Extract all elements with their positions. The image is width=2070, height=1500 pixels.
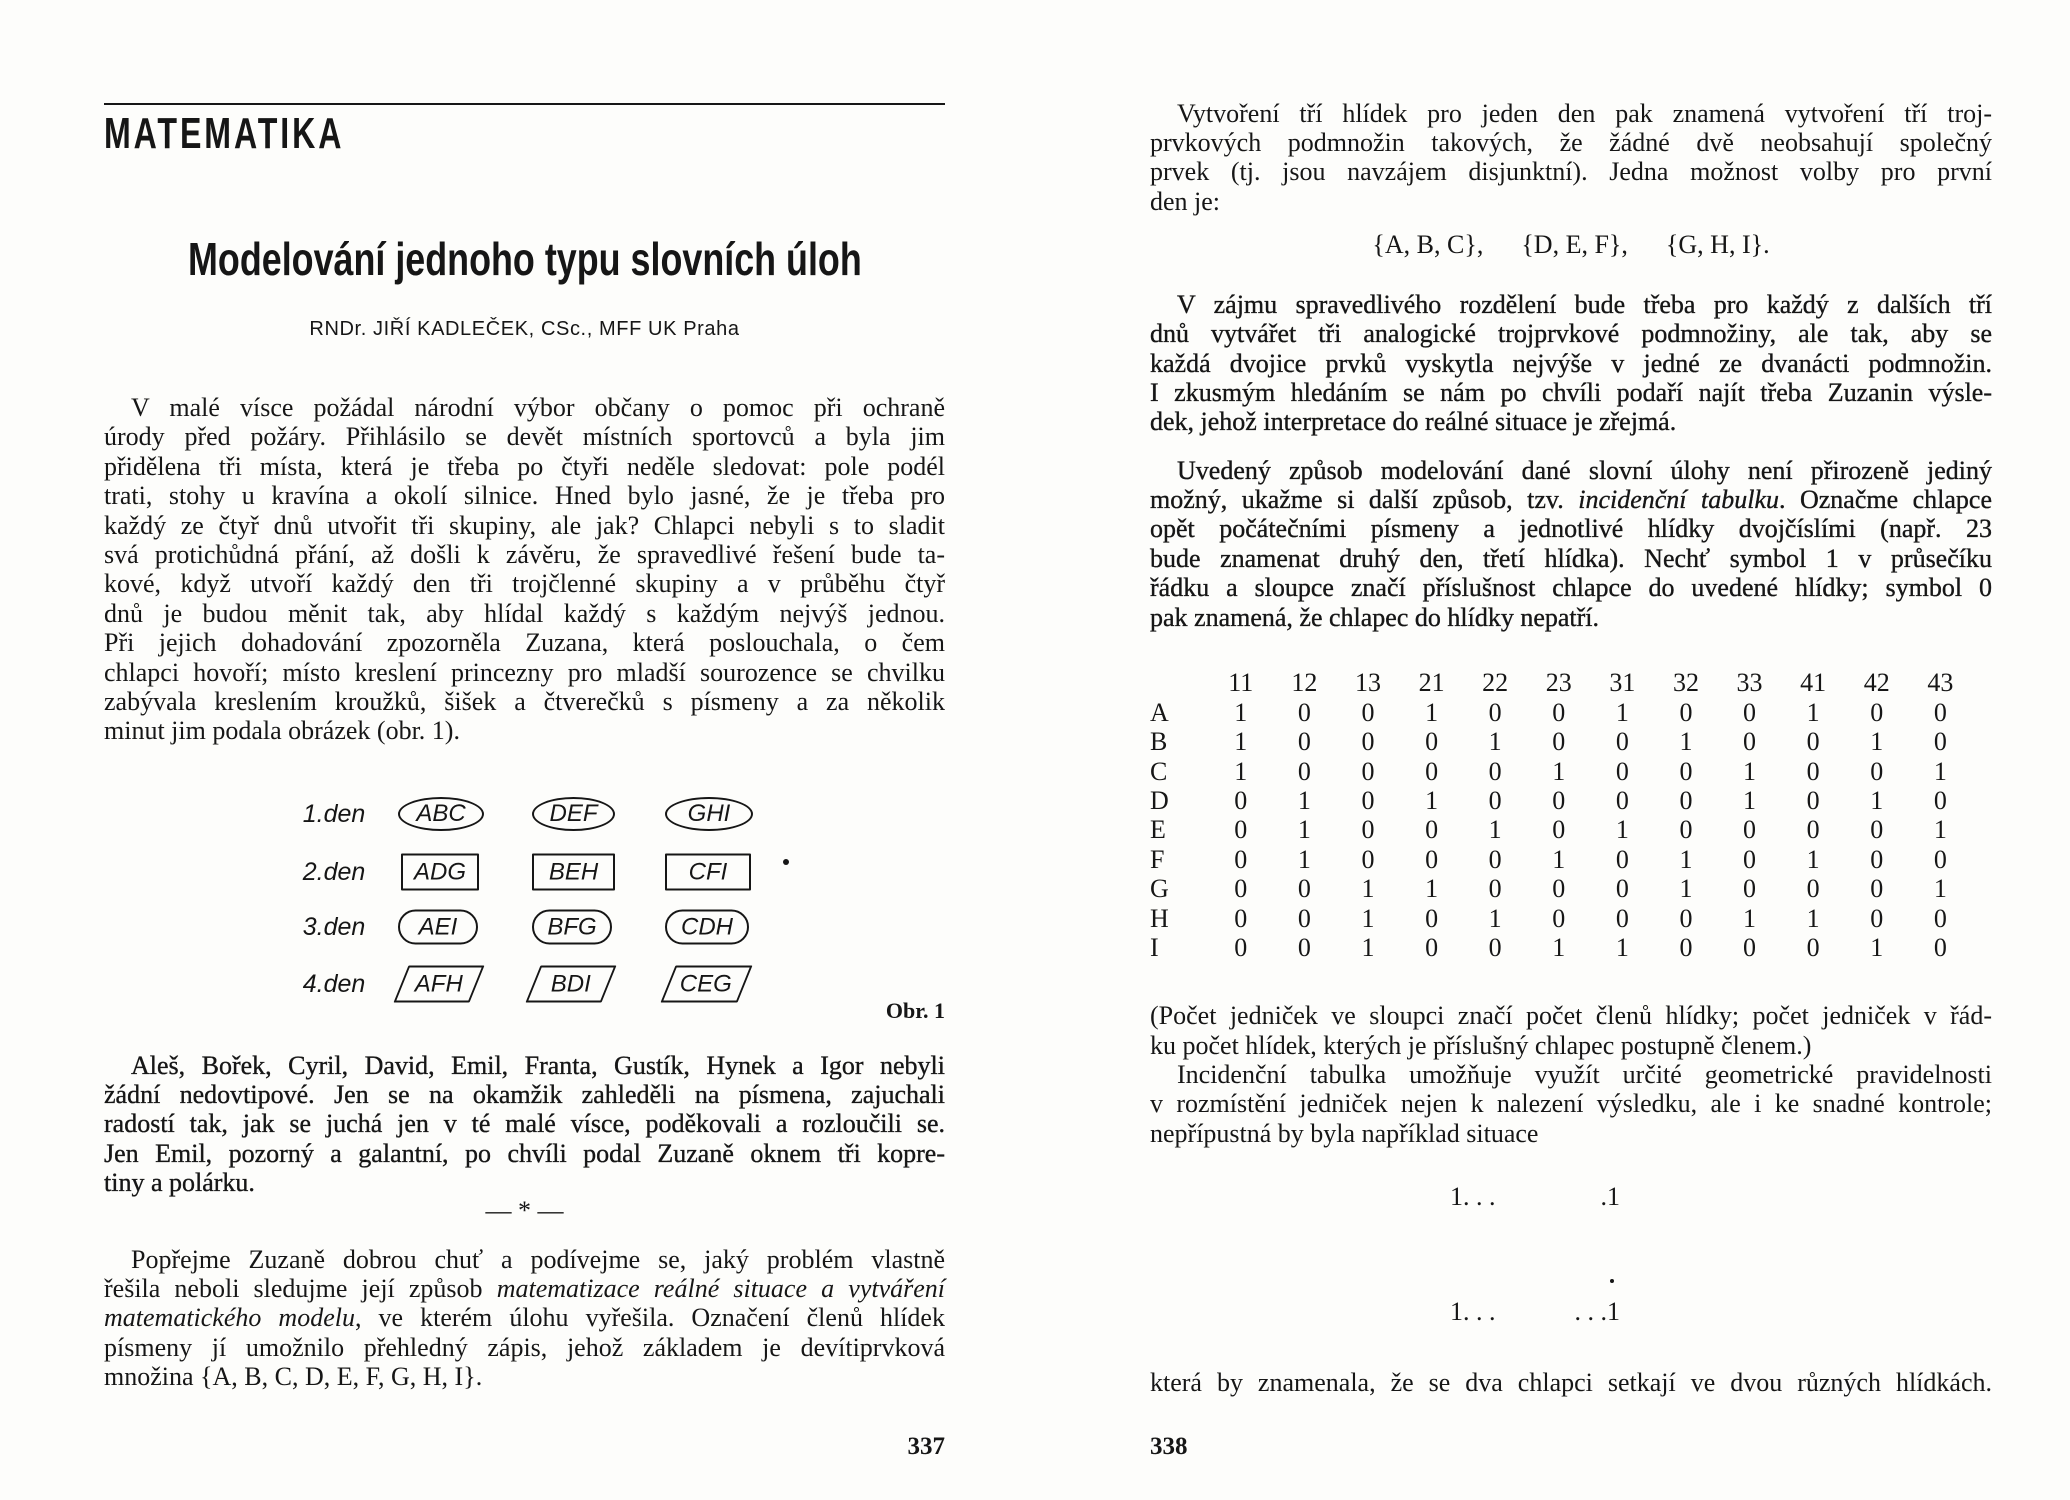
incidence-intro-paragraph [1150,456,1992,632]
table-cell: 1 [1743,785,1757,815]
patrol-group-parallelogram [394,966,485,1003]
table-cell: 0 [1234,903,1248,933]
text-line: Aleš, Bořek, Cyril, David, Emil, Franta, Gustík, Hynek a Igor nebyli [131,1050,945,1080]
table-cell: 1 [1488,903,1502,933]
table-cell: 0 [1615,874,1629,904]
table-cell: 0 [1361,815,1375,845]
table-cell: 0 [1933,727,1947,757]
pattern-left: 1. . . [1450,1296,1496,1326]
text-line: kové, když utvoří každý den tři trojčlenné skupiny a v průběhu čtyř [104,569,945,599]
table-row [1150,757,1972,786]
table-cell: 1 [1806,844,1820,874]
column-header: 23 [1545,668,1572,698]
table-row [1150,786,1972,815]
section-heading: MATEMATIKA [104,109,345,158]
article-title: Modelování jednoho typu slovních úloh [187,233,862,285]
table-cell: 0 [1615,727,1629,757]
article-author: RNDr. JIŘÍ KADLEČEK, CSc., MFF UK Praha [309,318,740,340]
table-cell: 1 [1297,815,1311,845]
page-number-left: 337 [907,1433,945,1460]
patrol-group-oval [532,797,615,831]
patrol-group-pill [398,910,478,945]
table-cell: 0 [1488,874,1502,904]
table-cell: 1 [1743,903,1757,933]
table-cell: 1 [1552,756,1566,786]
table-cell: 0 [1933,932,1947,962]
table-cell: 1 [1870,727,1884,757]
column-header: 33 [1736,668,1763,698]
table-cell: 1 [1933,815,1947,845]
table-cell: 0 [1679,815,1693,845]
text-line: chlapci hovoří; místo kreslení princezny pro mladší sourozence se chvilku [104,657,945,687]
patrol-group-oval [398,797,484,831]
table-cell: 0 [1425,756,1439,786]
text-line: dek, jehož interpretace do reálné situace je zřejmá. [1150,407,1677,437]
day-label: 1.den [302,800,366,828]
column-header: 32 [1672,668,1699,698]
text-line: svá protichůdná přání, až došli k závěru, že spravedlivé řešení bude ta- [104,539,945,569]
table-cell: 0 [1234,844,1248,874]
figure-row-day-2 [289,850,809,894]
text-line: která by znamenala, že se dva chlapci setkají ve dvou různých hlídkách. [1150,1367,1992,1397]
group-letters: AEI [418,913,458,940]
table-cell: 0 [1488,785,1502,815]
row-label: C [1150,756,1168,786]
table-cell: 1 [1361,903,1375,933]
table-cell: 0 [1361,756,1375,786]
text-run: . Označme chlapce [1778,484,1993,514]
row-label: B [1150,727,1168,757]
table-cell: 0 [1361,844,1375,874]
table-row [1150,845,1972,874]
table-cell: 0 [1361,697,1375,727]
pattern-row-2 [1450,1297,1620,1326]
column-header: 12 [1291,668,1318,698]
table-cell: 0 [1425,815,1439,845]
text-line: Incidenční tabulka umožňuje využít určité geometrické pravidelnosti [1177,1060,1992,1089]
table-cell: 0 [1743,874,1757,904]
patrol-group-square [401,854,479,891]
text-line: písmeny jí umožnilo přehledný zápis, jehož základem je devítiprvková [104,1332,945,1362]
table-cell: 0 [1488,932,1502,962]
header-rule [104,103,945,105]
table-cell: 0 [1870,874,1884,904]
text-line: zabývala kreslením kroužků, šišek a čtverečků s písmeny a za několik [104,686,945,716]
text-line: Při jejich dohadování zpozorněla Zuzana, která poslouchala, o čem [104,628,945,658]
table-cell: 0 [1615,756,1629,786]
text-run: , ve kterém úlohu vyřešila. Označení členů hlídek [354,1303,945,1333]
table-cell: 0 [1552,785,1566,815]
pattern-row-1 [1450,1182,1620,1211]
day-label: 4.den [302,970,366,998]
table-cell: 0 [1425,932,1439,962]
group-letters: GHI [687,800,731,827]
group-letters: ADG [413,858,466,885]
intro-paragraph [104,393,945,746]
table-cell: 0 [1297,697,1311,727]
table-row [1150,874,1972,903]
column-header: 31 [1609,668,1636,698]
text-line: Popřejme Zuzaně dobrou chuť a podívejme se, jaký problém vlastně [131,1244,945,1274]
table-cell: 1 [1297,785,1311,815]
emphasized-term: matematického modelu [104,1303,355,1333]
text-line: Uvedený způsob modelování dané slovní úlohy není přirozeně jediný [1177,455,1992,485]
figure-row-day-3 [289,905,809,949]
table-cell: 0 [1806,785,1820,815]
table-cell: 1 [1297,844,1311,874]
table-row [1150,904,1972,933]
row-label: E [1150,815,1166,845]
table-cell: 1 [1743,756,1757,786]
modelling-paragraph [104,1245,945,1392]
column-header: 41 [1800,668,1827,698]
text-line [1150,485,1992,514]
table-cell: 0 [1615,785,1629,815]
table-cell: 0 [1488,697,1502,727]
closing-paragraph [1150,1368,1992,1397]
text-line: v rozmístění jedniček nejen k nalezení výsledku, ale i ke snadné kontrole; [1150,1089,1992,1119]
table-cell: 0 [1870,697,1884,727]
group-letters: AFH [415,970,463,997]
row-label: D [1150,785,1169,815]
page-number-right: 338 [1150,1433,1188,1460]
table-cell: 1 [1615,697,1629,727]
table-cell: 1 [1679,727,1693,757]
stray-dot [783,859,789,865]
pattern-right: . . .1 [1574,1296,1620,1326]
text-line: I zkusmým hledáním se nám po chvíli podaří najít třeba Zuzanin výsle- [1150,378,1992,408]
table-row [1150,727,1972,756]
table-cell: 1 [1615,932,1629,962]
table-cell: 0 [1870,756,1884,786]
table-header-row [1150,668,1972,697]
pattern-dot [1610,1279,1614,1283]
text-line: každý ze čtyř dnů utvořit tři skupiny, ale jak? Chlapci nebyli s to sladit [104,510,945,540]
table-cell: 0 [1806,932,1820,962]
pattern-right: .1 [1600,1181,1620,1211]
table-cell: 0 [1552,815,1566,845]
table-row [1150,698,1972,727]
table-cell: 0 [1425,727,1439,757]
table-cell: 0 [1806,756,1820,786]
fair-division-paragraph [1150,290,1992,437]
emphasized-term: matematizace reálné situace a vytváření [496,1273,945,1303]
table-corner [1150,668,1209,697]
table-cell: 0 [1297,727,1311,757]
group-letters: BEH [548,858,599,885]
group-letters: DEF [549,800,598,827]
text-line: prvek (tj. jsou navzájem disjunktní). Jedna možnost volby pro první [1150,157,1992,187]
patrol-group-pill [532,910,612,945]
text-line: (Počet jedniček ve sloupci značí počet členů hlídky; počet jedniček v řád- [1150,1001,1992,1031]
set-1: {A, B, C}, [1372,229,1484,259]
subsets-paragraph [1150,99,1992,217]
text-line: trati, stohy u kravína a okolí silnice. Hned bylo jasné, že je třeba pro [104,481,945,511]
text-line: opět počátečními písmeny a jednotlivé hlídky dvojčíslími (např. 23 [1150,514,1992,544]
text-line: množina {A, B, C, D, E, F, G, H, I}. [104,1362,483,1392]
table-cell: 0 [1679,932,1693,962]
pattern-left: 1. . . [1450,1181,1496,1211]
table-cell: 1 [1933,874,1947,904]
table-cell: 0 [1933,697,1947,727]
table-cell: 0 [1679,903,1693,933]
table-cell: 0 [1933,844,1947,874]
table-cell: 1 [1425,874,1439,904]
table-cell: 0 [1743,932,1757,962]
text-line: nepřípustná by byla například situace [1150,1118,1539,1148]
row-label: A [1150,697,1169,727]
table-cell: 0 [1234,874,1248,904]
row-label: F [1150,844,1165,874]
table-cell: 0 [1361,785,1375,815]
text-line: řádku a sloupce značí příslušnost chlapce do uvedené hlídky; symbol 0 [1150,573,1992,603]
text-line: úrody před požáry. Přihlásilo se devět místních sportovců a byla jim [104,422,945,452]
table-cell: 0 [1297,932,1311,962]
row-label: G [1150,874,1169,904]
text-run: možný, ukažme si další způsob, tzv. [1150,484,1579,514]
table-row [1150,933,1972,962]
text-line: minut jim podala obrázek (obr. 1). [104,716,460,746]
text-line: V zájmu spravedlivého rozdělení bude třeba pro každý z dalších tří [1177,289,1992,319]
table-cell: 0 [1870,815,1884,845]
text-line [104,1303,945,1332]
table-cell: 1 [1361,932,1375,962]
text-line: pak znamená, že chlapec do hlídky nepatří. [1150,602,1600,632]
article-title-wrap [104,233,945,285]
row-label: H [1150,903,1169,933]
table-cell: 0 [1743,844,1757,874]
section-separator: — * — [485,1196,564,1225]
table-cell: 0 [1234,785,1248,815]
table-cell: 0 [1425,844,1439,874]
text-line: den je: [1150,186,1221,216]
table-cell: 0 [1488,844,1502,874]
day-label: 2.den [302,858,366,886]
table-cell: 1 [1425,697,1439,727]
table-cell: 1 [1933,756,1947,786]
table-cell: 0 [1679,756,1693,786]
patrol-group-oval [665,797,753,831]
group-letters: BDI [550,970,591,997]
text-line: každá dvojice prvků vyskytla nejvýše v jedné ze dvanácti podmnožin. [1150,348,1992,378]
incidence-table [1150,668,1972,962]
row-label: I [1150,932,1159,962]
table-cell: 0 [1552,903,1566,933]
text-line: přidělena tři místa, která je třeba po čtyři neděle sledovat: pole podél [104,451,945,481]
set-2: {D, E, F}, [1521,229,1628,259]
table-cell: 0 [1870,844,1884,874]
column-header: 42 [1863,668,1890,698]
column-header: 43 [1927,668,1954,698]
patrol-group-parallelogram [661,966,753,1003]
table-cell: 1 [1234,697,1248,727]
table-cell: 0 [1297,903,1311,933]
table-cell: 1 [1870,932,1884,962]
table-cell: 0 [1806,727,1820,757]
column-header: 21 [1418,668,1445,698]
group-letters: CDH [681,913,733,940]
column-header: 13 [1354,668,1381,698]
column-header: 22 [1482,668,1509,698]
table-cell: 0 [1234,815,1248,845]
table-row [1150,815,1972,844]
table-cell: 0 [1870,903,1884,933]
text-line: Vytvoření tří hlídek pro jeden den pak znamená vytvoření tří troj- [1177,98,1992,128]
emphasized-term: incidenční tabulku [1578,484,1779,514]
table-note-paragraph [1150,1001,1992,1060]
day-label: 3.den [302,913,366,941]
group-letters: CFI [688,858,728,885]
table-cell: 0 [1615,844,1629,874]
table-cell: 0 [1552,874,1566,904]
text-line: V malé vísce požádal národní výbor občany o pomoc při ochraně [131,393,945,422]
table-cell: 1 [1870,785,1884,815]
table-cell: 0 [1615,903,1629,933]
table-cell: 0 [1552,697,1566,727]
patrol-group-parallelogram [526,966,617,1003]
boys-paragraph [104,1051,945,1198]
table-cell: 0 [1743,727,1757,757]
table-cell: 0 [1234,932,1248,962]
table-cell: 1 [1234,756,1248,786]
group-letters: CEG [680,970,733,997]
table-cell: 0 [1806,874,1820,904]
figure-caption: Obr. 1 [885,998,945,1023]
patrol-group-square [532,854,615,891]
patrol-group-square [665,854,751,891]
geometry-paragraph [1150,1060,1992,1148]
table-cell: 1 [1552,932,1566,962]
text-line: radostí tak, jak se juchá jen v té malé vísce, poděkovali a rozloučili se. [104,1109,945,1139]
text-line: dnů je budou měnit tak, aby hlídal každý s každým nejvýš jednou. [104,598,945,628]
text-line: dnů vytvářet tři analogické trojprvkové podmnožiny, ale tak, aby se [1150,319,1992,349]
table-cell: 0 [1679,697,1693,727]
text-line: tiny a polárku. [104,1168,255,1198]
table-cell: 0 [1297,874,1311,904]
figure-row-day-1 [289,792,809,836]
table-cell: 0 [1933,903,1947,933]
group-letters: ABC [416,800,466,827]
text-line: prvkových podmnožin takových, že žádné dvě neobsahují společný [1150,128,1992,158]
table-cell: 1 [1425,785,1439,815]
table-cell: 0 [1425,903,1439,933]
text-line: žádní nedovtipové. Jen se na okamžik zahleděli na písmena, zajuchali [104,1080,945,1110]
first-day-sets [1150,230,1992,259]
table-cell: 1 [1488,815,1502,845]
text-line [104,1274,945,1303]
table-cell: 1 [1806,903,1820,933]
group-letters: BFG [547,913,597,940]
table-cell: 1 [1361,874,1375,904]
table-cell: 0 [1679,785,1693,815]
table-cell: 1 [1679,844,1693,874]
table-cell: 1 [1488,727,1502,757]
text-run: řešila neboli sledujme její způsob [104,1273,497,1303]
table-cell: 1 [1615,815,1629,845]
table-cell: 1 [1806,697,1820,727]
text-line: ku počet hlídek, kterých je příslušný chlapec postupně členem.) [1150,1030,1812,1060]
text-line: bude znamenat druhý den, třetí hlídka). Nechť symbol 1 v průsečíku [1150,543,1992,573]
table-cell: 1 [1234,727,1248,757]
patrol-group-pill [665,910,749,945]
table-cell: 0 [1743,815,1757,845]
table-cell: 0 [1806,815,1820,845]
table-cell: 0 [1488,756,1502,786]
table-cell: 0 [1552,727,1566,757]
table-cell: 0 [1933,785,1947,815]
table-cell: 0 [1297,756,1311,786]
table-cell: 1 [1552,844,1566,874]
text-line: Jen Emil, pozorný a galantní, po chvíli podal Zuzaně oknem tři kopre- [104,1138,945,1168]
table-cell: 0 [1361,727,1375,757]
set-3: {G, H, I}. [1665,229,1770,259]
table-cell: 1 [1679,874,1693,904]
column-header: 11 [1228,668,1254,698]
table-cell: 0 [1743,697,1757,727]
